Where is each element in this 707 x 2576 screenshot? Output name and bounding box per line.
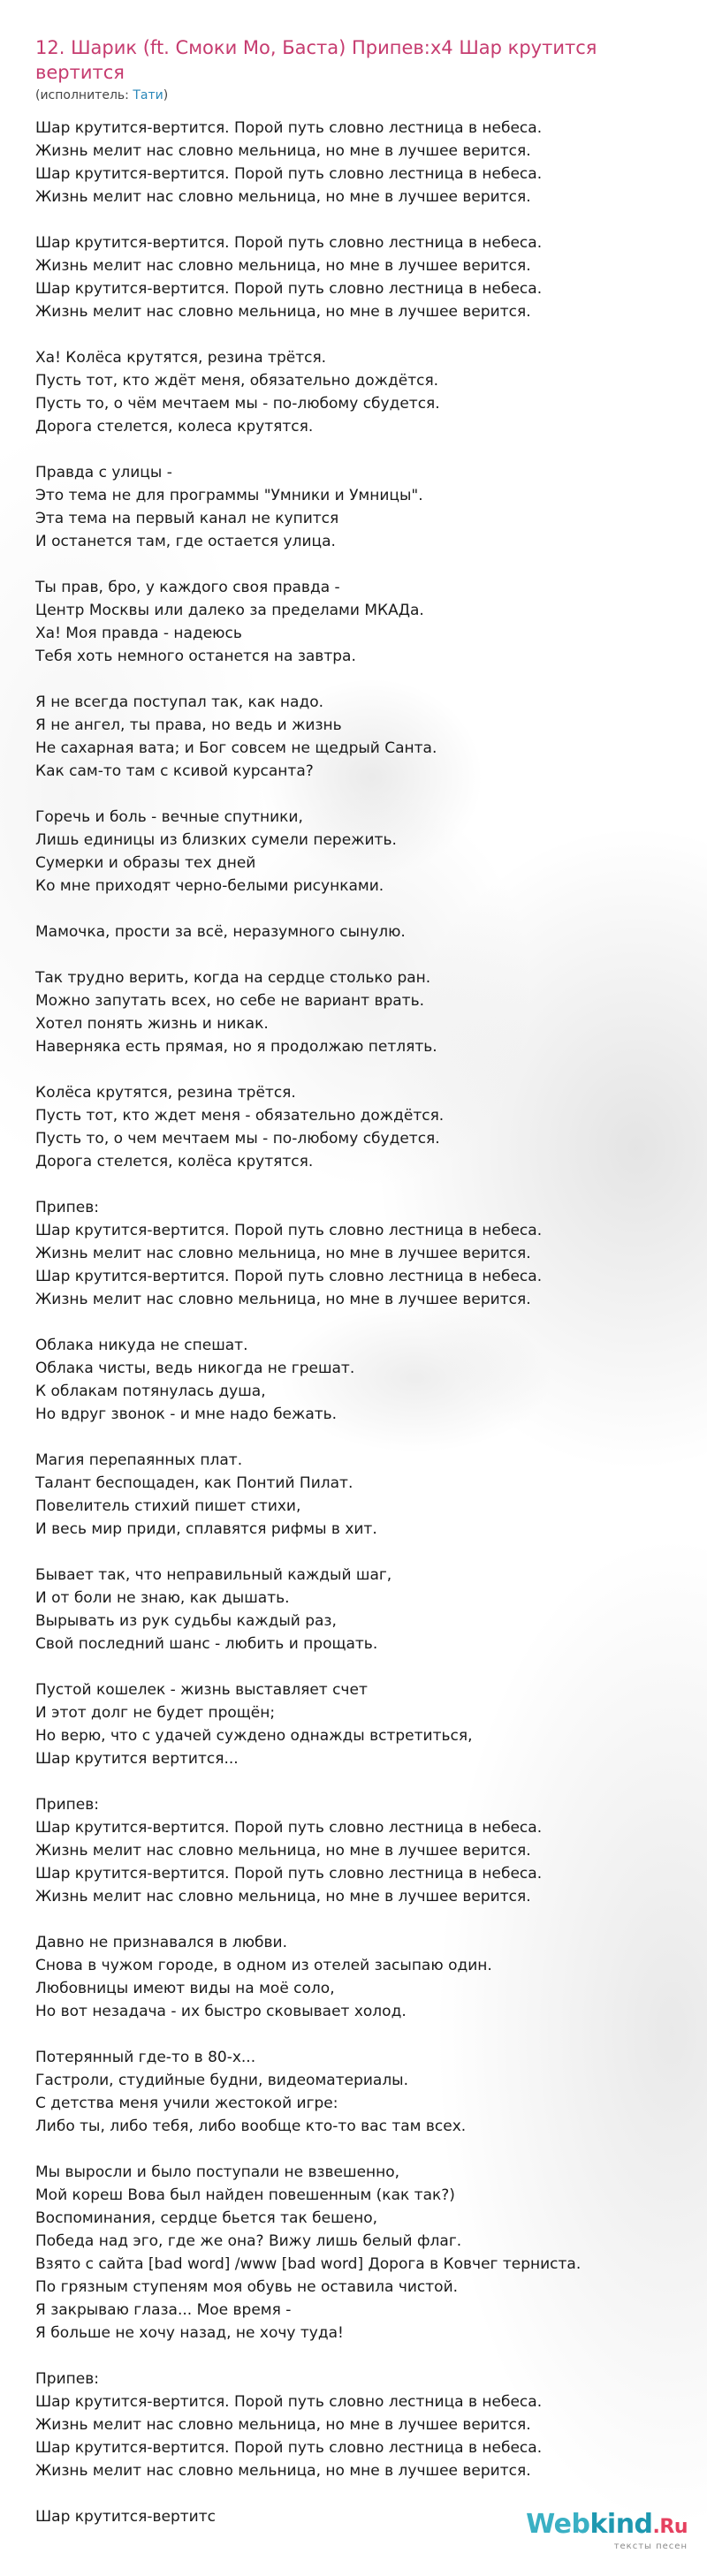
lyric-line: Шар крутится-вертится. Порой путь словно лестница в небеса.	[35, 1222, 543, 1239]
lyric-line: Давно не признавался в любви.	[35, 1934, 287, 1951]
lyric-stanza	[35, 231, 672, 323]
lyric-line: Мамочка, прости за всё, неразумного сынулю.	[35, 923, 406, 941]
lyric-stanza	[35, 1449, 672, 1541]
lyric-line: Припев:	[35, 1199, 99, 1216]
lyric-line: Шар крутится-вертитс	[35, 2508, 216, 2526]
lyric-line: Как сам-то там с ксивой курсанта?	[35, 762, 314, 780]
lyric-line: Шар крутится-вертится. Порой путь словно лестница в небеса.	[35, 2439, 543, 2457]
lyric-stanza	[35, 1081, 672, 1173]
site-watermark	[526, 2509, 688, 2551]
lyric-line: Так трудно верить, когда на сердце столько ран.	[35, 969, 431, 987]
lyric-line: Шар крутится вертится...	[35, 1750, 239, 1768]
lyric-line: Шар крутится-вертится. Порой путь словно лестница в небеса.	[35, 165, 543, 183]
lyric-line: Пусть то, о чём мечтаем мы - по-любому сбудется.	[35, 395, 440, 413]
lyric-stanza	[35, 691, 672, 783]
lyric-line: Жизнь мелит нас словно мельница, но мне в лучшее верится.	[35, 142, 531, 160]
lyric-stanza	[35, 576, 672, 668]
lyric-line: Сумерки и образы тех дней	[35, 854, 256, 872]
lyric-line: Гастроли, студийные будни, видеоматериалы.	[35, 2072, 409, 2089]
lyric-line: Эта тема на первый канал не купится	[35, 510, 339, 527]
lyric-line: Колёса крутятся, резина трётся.	[35, 1084, 296, 1102]
lyric-stanza	[35, 461, 672, 553]
lyric-stanza	[35, 921, 672, 943]
lyric-line: Магия перепаянных плат.	[35, 1451, 243, 1469]
lyric-stanza	[35, 346, 672, 438]
lyric-line: Свой последний шанс - любить и прощать.	[35, 1635, 378, 1653]
lyric-line: Шар крутится-вертится. Порой путь словно лестница в небеса.	[35, 2393, 543, 2411]
lyric-line: Победа над эго, где же она? Вижу лишь белый флаг.	[35, 2232, 462, 2250]
lyric-line: Пусть тот, кто ждёт меня, обязательно дождётся.	[35, 372, 439, 390]
artist-suffix: )	[163, 88, 169, 102]
lyric-line: К облакам потянулась душа,	[35, 1383, 266, 1400]
lyric-line: Жизнь мелит нас словно мельница, но мне в лучшее верится.	[35, 2416, 531, 2434]
lyric-line: Потерянный где-то в 80-х...	[35, 2049, 256, 2066]
lyric-line: Я не всегда поступал так, как надо.	[35, 693, 323, 711]
lyric-line: Жизнь мелит нас словно мельница, но мне в лучшее верится.	[35, 2462, 531, 2480]
lyric-line: Вырывать из рук судьбы каждый раз,	[35, 1612, 337, 1630]
lyric-line: Пусть то, о чем мечтаем мы - по-любому сбудется.	[35, 1130, 440, 1148]
lyric-line: Жизнь мелит нас словно мельница, но мне в лучшее верится.	[35, 1291, 531, 1308]
lyric-line: Можно запутать всех, но себе не вариант врать.	[35, 992, 424, 1010]
lyric-line: Я не ангел, ты права, но ведь и жизнь	[35, 716, 342, 734]
lyric-line: Любовницы имеют виды на моё соло,	[35, 1980, 335, 1997]
lyric-stanza	[35, 1334, 672, 1426]
lyric-line: Дорога стелется, колёса крутятся.	[35, 1153, 314, 1171]
lyric-line: Мы выросли и было поступали не взвешенно,	[35, 2163, 400, 2181]
lyric-line: Облака чисты, ведь никогда не грешат.	[35, 1360, 355, 1377]
lyric-line: Повелитель стихий пишет стихи,	[35, 1497, 301, 1515]
lyric-stanza	[35, 1564, 672, 1655]
lyric-line: Горечь и боль - вечные спутники,	[35, 808, 303, 826]
lyric-line: Жизнь мелит нас словно мельница, но мне в лучшее верится.	[35, 188, 531, 206]
lyric-stanza	[35, 2161, 672, 2345]
lyric-line: Но вдруг звонок - и мне надо бежать.	[35, 1405, 338, 1423]
lyric-line: Это тема не для программы "Умники и Умницы".	[35, 487, 423, 504]
lyric-line: Снова в чужом городе, в одном из отелей засыпаю один.	[35, 1957, 492, 1974]
lyric-line: Ха! Колёса крутятся, резина трётся.	[35, 349, 327, 367]
lyric-stanza	[35, 1678, 672, 1770]
lyric-stanza	[35, 806, 672, 898]
webkind-logo: Webkind.Ru	[526, 2509, 688, 2540]
lyric-line: Тебя хоть немного останется на завтра.	[35, 648, 356, 665]
lyric-stanza	[35, 1793, 672, 1908]
lyric-line: Дорога стелется, колеса крутятся.	[35, 418, 314, 436]
lyric-line: С детства меня учили жестокой игре:	[35, 2095, 338, 2112]
lyric-line: Жизнь мелит нас словно мельница, но мне в лучшее верится.	[35, 1245, 531, 1262]
lyric-line: Но верю, что с удачей суждено однажды встретиться,	[35, 1727, 473, 1745]
lyric-line: И этот долг не будет прощён;	[35, 1704, 276, 1722]
lyric-line: Ты прав, бро, у каждого своя правда -	[35, 579, 340, 596]
artist-line	[35, 87, 672, 104]
lyric-line: И весь мир приди, сплавятся рифмы в хит.	[35, 1520, 377, 1538]
lyric-line: Правда с улицы -	[35, 464, 172, 481]
lyric-line: Мой кореш Вова был найден повешенным (как так?)	[35, 2186, 455, 2204]
lyrics-text	[35, 117, 672, 2528]
lyrics-page	[35, 35, 672, 2551]
lyric-line: Талант беспощаден, как Понтий Пилат.	[35, 1474, 354, 1492]
lyric-line: Шар крутится-вертится. Порой путь словно лестница в небеса.	[35, 119, 543, 137]
lyric-line: Облака никуда не спешат.	[35, 1337, 248, 1354]
lyric-line: Не сахарная вата; и Бог совсем не щедрый Санта.	[35, 739, 437, 757]
lyric-stanza	[35, 2368, 672, 2482]
lyric-line: Жизнь мелит нас словно мельница, но мне в лучшее верится.	[35, 303, 531, 321]
lyric-line: Шар крутится-вертится. Порой путь словно лестница в небеса.	[35, 280, 543, 298]
lyric-line: Но вот незадача - их быстро сковывает холод.	[35, 2003, 407, 2020]
lyric-line: Шар крутится-вертится. Порой путь словно лестница в небеса.	[35, 234, 543, 252]
lyric-line: Я больше не хочу назад, не хочу туда!	[35, 2324, 344, 2342]
lyric-line: Шар крутится-вертится. Порой путь словно лестница в небеса.	[35, 1268, 543, 1285]
lyric-line: Пустой кошелек - жизнь выставляет счет	[35, 1681, 368, 1699]
lyric-line: И останется там, где остается улица.	[35, 533, 336, 550]
lyric-line: Жизнь мелит нас словно мельница, но мне в лучшее верится.	[35, 1842, 531, 1860]
lyric-stanza	[35, 117, 672, 208]
lyric-line: Либо ты, либо тебя, либо вообще кто-то вас там всех.	[35, 2118, 467, 2135]
lyric-line: Пусть тот, кто ждет меня - обязательно дождётся.	[35, 1107, 445, 1125]
lyric-stanza	[35, 1931, 672, 2023]
lyric-stanza	[35, 966, 672, 1058]
lyric-line: Шар крутится-вертится. Порой путь словно лестница в небеса.	[35, 1819, 543, 1837]
lyric-line: Бывает так, что неправильный каждый шаг,	[35, 1566, 392, 1584]
lyric-line: Шар крутится-вертится. Порой путь словно лестница в небеса.	[35, 1865, 543, 1883]
lyric-line: Жизнь мелит нас словно мельница, но мне в лучшее верится.	[35, 1888, 531, 1905]
lyric-line: Центр Москвы или далеко за пределами МКАДа.	[35, 602, 424, 619]
lyric-line: Взято с сайта [bad word] /www [bad word] Дорога в Ковчег терниста.	[35, 2255, 582, 2273]
lyric-line: Ха! Моя правда - надеюсь	[35, 625, 242, 642]
lyric-line: Припев:	[35, 1796, 99, 1814]
lyric-line: Хотел понять жизнь и никак.	[35, 1015, 269, 1033]
song-title: 12. Шарик (ft. Смоки Мо, Баста) Припев:x4 Шар крутится вертится	[35, 37, 597, 83]
lyric-line: По грязным ступеням моя обувь не оставила чистой.	[35, 2278, 459, 2296]
lyric-line: Воспоминания, сердце бьется так бешено,	[35, 2209, 378, 2227]
lyric-line: Я закрываю глаза... Мое время -	[35, 2301, 292, 2319]
lyric-stanza	[35, 2046, 672, 2138]
artist-link[interactable]: Тати	[133, 88, 163, 102]
artist-prefix: (исполнитель:	[35, 88, 133, 102]
lyric-stanza	[35, 1196, 672, 1311]
logo-tagline: тексты песен	[613, 2542, 688, 2551]
lyric-line: Ко мне приходят черно-белыми рисунками.	[35, 877, 384, 895]
lyric-line: Наверняка есть прямая, но я продолжаю петлять.	[35, 1038, 437, 1056]
lyric-line: Припев:	[35, 2370, 99, 2388]
lyric-line: И от боли не знаю, как дышать.	[35, 1589, 290, 1607]
lyric-line: Жизнь мелит нас словно мельница, но мне в лучшее верится.	[35, 257, 531, 275]
lyric-line: Лишь единицы из близких сумели пережить.	[35, 831, 397, 849]
